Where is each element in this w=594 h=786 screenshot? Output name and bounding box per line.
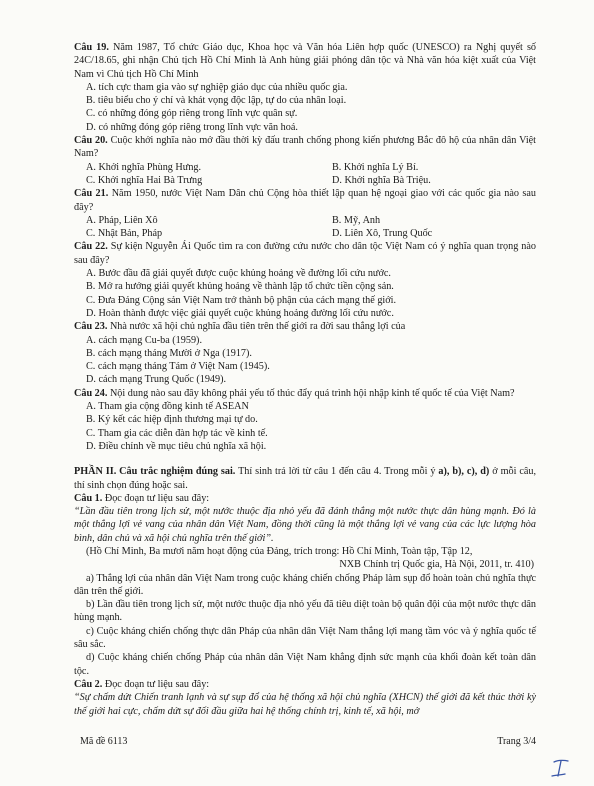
part2-item-d: d) [480,466,490,478]
page-number: Trang 3/4 [497,736,536,747]
part2-question-1 [74,492,536,505]
option-d: D. Điều chỉnh về mục tiêu chủ nghĩa xã hội. [86,440,267,452]
statement-d: d) Cuộc kháng chiến chống Pháp của nhân dân Việt Nam khẳng định sức mạnh của khối đoàn kết toàn dân tộc. [74,652,536,677]
question-label: Câu 23. [74,321,108,333]
question-label: Câu 1. [74,492,103,504]
question-19 [74,41,536,81]
question-label: Câu 22. [74,241,108,253]
question-text: Nội dung nào sau đây không phải yếu tố thúc đẩy quá trình hội nhập kinh tế quốc tế của Việt Nam? [107,387,515,399]
handwritten-mark-icon [548,757,574,779]
option-d: D. Khởi nghĩa Bà Triệu. [332,174,431,186]
statement-a: a) Thắng lợi của nhân dân Việt Nam trong cuộc kháng chiến chống Pháp làm sụp đổ hoàn toàn chủ nghĩa thực dân trên thế giới. [74,572,536,597]
part2-question-2 [74,678,536,691]
question-label: Câu 24. [74,387,108,399]
option-c: C. có những đóng góp riêng trong lĩnh vực quân sự. [86,108,298,120]
statement-c: c) Cuộc kháng chiến chống thực dân Pháp của nhân dân Việt Nam thắng lợi mang tầm vóc và ý nghĩa quốc tế sâu sắc. [74,625,536,651]
page-footer [80,736,536,747]
option-d: D. có những đóng góp riêng trong lĩnh vực văn hoá. [86,121,298,133]
question-text: Sự kiện Nguyễn Ái Quốc tìm ra con đường cứu nước cho dân tộc Việt Nam có ý nghĩa quan trọng nào sau đây? [74,241,536,266]
option-b: B. Khởi nghĩa Lý Bí. [332,161,419,173]
section-gap [74,453,536,465]
option-a: A. Bước đầu đã giải quyết được cuộc khủng hoảng về đường lối cứu nước. [86,268,391,280]
option-a: A. cách mạng Cu-ba (1959). [86,334,202,346]
source-quote: “Sự chấm dứt Chiến tranh lạnh và sự sụp đổ của hệ thống xã hội chủ nghĩa (XHCN) thế giới đã kết thúc thời kỳ thế giới hai cực, chấm dứt sự đối đầu giữa hai hệ thống chính trị, kinh tế, xã hội, mở [74,692,536,717]
statement-b: b) Lần đầu tiên trong lịch sử, một nước thuộc địa nhỏ yếu đã tiêu diệt toàn bộ quân đội của một nước thực dân hùng mạnh. [74,599,536,624]
option-a: A. Pháp, Liên Xô [86,214,158,226]
option-a: A. Tham gia cộng đồng kinh tế ASEAN [86,401,249,413]
options-row [74,161,536,174]
option-c: C. cách mạng tháng Tám ở Việt Nam (1945). [86,361,270,373]
part2-items-abc: a), b), c), [438,466,478,478]
option-b: B. Ký kết các hiệp định thương mại tự do. [86,414,258,426]
question-text: Năm 1987, Tổ chức Giáo dục, Khoa học và Văn hóa Liên hợp quốc (UNESCO) ra Nghị quyết số 24C/18.65, ghi nhận Chủ tịch Hồ Chí Minh là Anh hùng giải phóng dân tộc và Nhà văn hóa kiệt xuất của Việt Nam vì Chủ tịch Hồ Chí Minh [74,42,537,80]
exam-content [74,41,536,718]
question-label: Câu 2. [74,678,103,690]
option-d: D. Hoàn thành được việc giải quyết cuộc khủng hoảng đường lối cứu nước. [86,307,394,319]
question-22 [74,240,536,267]
options-row [74,174,536,187]
question-text: Cuộc khởi nghĩa nào mở đầu thời kỳ đấu tranh chống phong kiến phương Bắc đô hộ của nhân dân Việt Nam? [74,135,536,160]
source-citation: (Hồ Chí Minh, Ba mươi năm hoạt động của Đảng, trích trong: Hồ Chí Minh, Toàn tập, Tập 12, [86,545,473,557]
option-a: A. tích cực tham gia vào sự nghiệp giáo dục của nhiều quốc gia. [86,81,348,93]
part2-intro: Thí sinh trả lời từ câu 1 đến câu 4. Trong mỗi ý [235,466,439,478]
source-citation-cont: NXB Chính trị Quốc gia, Hà Nội, 2011, tr. 410) [339,559,534,571]
option-c: C. Tham gia các diễn đàn hợp tác về kinh tế. [86,427,268,439]
question-lead: Đọc đoạn tư liệu sau đây: [102,492,210,504]
source-quote: “Lần đầu tiên trong lịch sử, một nước thuộc địa nhỏ yếu đã đánh thắng một nước thực dân hùng mạnh. Đó là một thắng lợi vẻ vang của nhân dân Việt Nam, đồng thời cũng là một thắng lợi vẻ vang của các lực lượng hòa bình, dân chủ và xã hội chủ nghĩa trên thế giới”. [74,506,536,544]
part2-intro-end: ở mỗi câu, thí sinh chọn đúng hoặc sai. [74,466,537,491]
part2-heading: PHẦN II. Câu trắc nghiệm đúng sai. [74,466,236,478]
option-c: C. Khởi nghĩa Hai Bà Trưng [86,174,203,186]
option-b: B. cách mạng tháng Mười ở Nga (1917). [86,347,252,359]
question-label: Câu 19. [74,42,109,53]
question-text: Nhà nước xã hội chủ nghĩa đầu tiên trên thế giới ra đời sau thắng lợi của [107,321,406,333]
options-row [74,227,536,240]
option-d: D. cách mạng Trung Quốc (1949). [86,374,227,386]
option-b: B. Mở ra hướng giải quyết khủng hoảng về thành lập tổ chức tiền cộng sản. [86,281,394,293]
option-b: B. Mỹ, Anh [332,214,381,226]
question-24 [74,387,536,400]
question-lead: Đọc đoạn tư liệu sau đây: [102,678,210,690]
option-a: A. Khởi nghĩa Phùng Hưng. [86,161,202,173]
option-b: B. tiêu biểu cho ý chí và khát vọng độc lập, tự do của nhân loại. [86,95,347,107]
exam-code: Mã đề 6113 [80,736,128,747]
option-d: D. Liên Xô, Trung Quốc [332,228,433,240]
question-text: Năm 1950, nước Việt Nam Dân chủ Cộng hòa thiết lập quan hệ ngoại giao với các quốc gia nào sau đây? [74,188,536,213]
options-row [74,214,536,227]
question-label: Câu 21. [74,188,109,200]
question-21 [74,187,536,214]
part2-instructions [74,465,536,492]
question-label: Câu 20. [74,135,108,147]
question-20 [74,134,536,161]
option-c: C. Nhật Bản, Pháp [86,228,163,240]
question-23 [74,320,536,333]
option-c: C. Đưa Đảng Cộng sản Việt Nam trở thành bộ phận của cách mạng thế giới. [86,294,397,306]
